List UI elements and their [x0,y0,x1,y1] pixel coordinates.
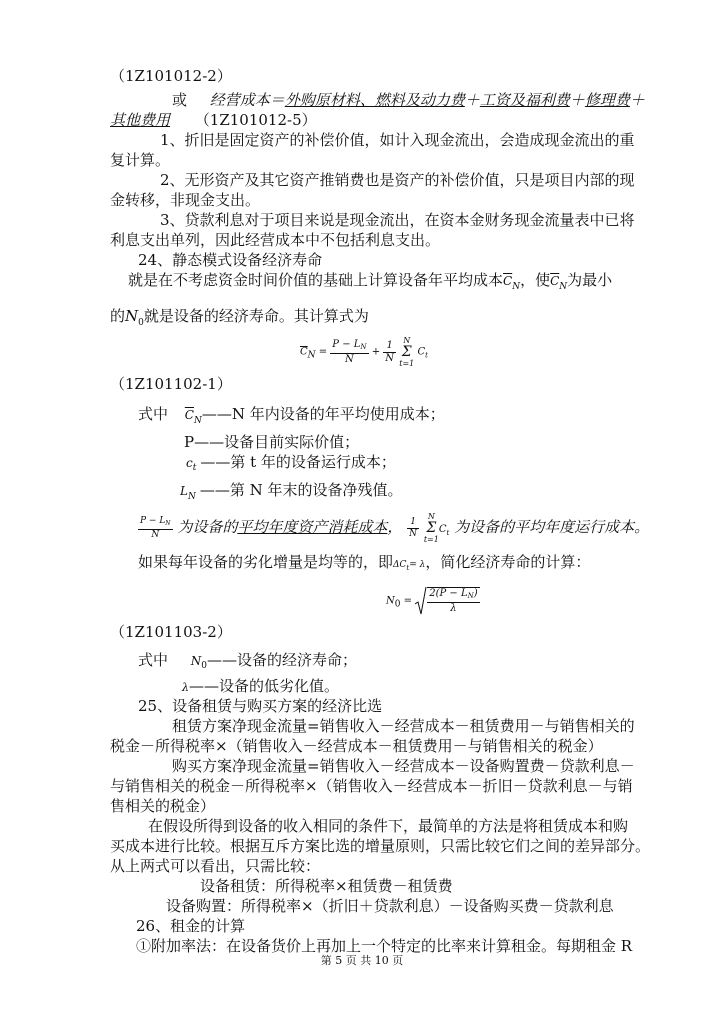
other-cost-term: 其他费用 [110,111,171,129]
formula-ref-3: （1Z101102-1） [110,375,232,393]
formula-ref-1: （1Z101012-2） [110,67,232,85]
comparison-para-cont-2: 从上两式可以看出，只需比较： [110,857,321,875]
rental-method: ①附加率法：在设备货价上再加上一个特定的比率来计算租金。每期租金 R [136,937,633,955]
simplified-life-formula: N0 = $\frac{2(P - L_N)}{\lambda}$ [386,588,478,614]
section-26-heading: 26、租金的计算 [136,917,246,935]
para-2: 2、无形资产及其它资产推销费也是资产的补偿价值，只是项目内部的现 [160,171,635,189]
purchase-compare: 设备购置：所得税率×（折旧＋贷款利息）－设备购买费－贷款利息 [166,897,614,915]
operating-cost-line-2 [110,110,317,130]
cost-components-line: $\frac{P - L_N}{N}$ 为设备的平均年度资产消耗成本， $\frac{1}{N}$ N Σ t=1 $C_t$ 为设备的平均年度运行成本。 [140,512,650,544]
lease-compare: 设备租赁：所得税率×租赁费－租赁费 [200,877,453,895]
page-footer: 第 5 页 共 10 页 [320,954,404,967]
repair-term: 修理费 [584,91,630,109]
lease-cashflow-cont: 税金－所得税率×（销售收入－经营成本－租赁费用－与销售相关的税金） [110,737,603,755]
where-line-ct: $c_t$ ——第 t 年的设备运行成本； [186,453,396,473]
operating-cost-label: 经营成本＝ [209,91,285,109]
where-line-LN: $L_N$ ——第 N 年末的设备净残值。 [180,481,403,502]
where-line-P: P——设备目前实际价值； [184,433,360,451]
economic-life-definition: 就是在不考虑资金时间价值的基础上计算设备年平均成本$\overline{C}_N$，使$\overline{C}_N$为最小 [128,271,613,292]
economic-life-definition-cont: 的$N_0$就是设备的经济寿命。其计算式为 [110,307,369,328]
section-24-heading: 24、静态模式设备经济寿命 [138,251,323,269]
where-line-N0: 式中 $N_0——$设备的经济寿命； [138,651,358,671]
raw-material-term: 外购原材料、燃料及动力费 [284,91,465,109]
para-2-cont: 金转移，非现金支出。 [110,191,261,209]
where-line-1: 式中 $\overline{C}_N——N$ 年内设备的年平均使用成本； [138,405,445,426]
section-25-heading: 25、设备租赁与购买方案的经济比选 [138,697,383,715]
lease-cashflow: 租赁方案净现金流量=销售收入－经营成本－租赁费用－与销售相关的 [172,717,635,735]
where-line-lambda: λ——设备的低劣化值。 [182,677,339,695]
para-1: 1、折旧是固定资产的补偿价值，如计入现金流出，会造成现金流出的重 [160,131,635,149]
avg-asset-consumption-term: 平均年度资产消耗成本 [237,518,388,536]
comparison-para: 在假设所得到设备的收入相同的条件下，最简单的方法是将租赁成本和购 [148,817,629,835]
degradation-line: 如果每年设备的劣化增量是均等的，即$\Delta C_t= \lambda$，简化经济寿命的计算： [138,553,591,572]
wage-term: 工资及福利费 [479,91,570,109]
formula-ref-4: （1Z101103-2） [110,623,232,641]
avg-cost-formula: $\overline{C}N$ = $\frac{P - L_N}{N}$ + $\frac{1}{N}$ N Σ t=1 $C_t$ [300,336,428,368]
para-1-cont: 复计算。 [110,151,171,169]
or-label: 或 [172,91,188,109]
sqrt-icon [415,586,427,616]
para-3-cont: 利息支出单列，因此经营成本中不包括利息支出。 [110,231,441,249]
purchase-cashflow: 购买方案净现金流量=销售收入－经营成本－设备购置费－贷款利息－ [172,757,635,775]
purchase-cashflow-cont-2: 售相关的税金） [110,797,216,815]
para-3: 3、贷款利息对于项目来说是现金流出，在资本金财务现金流量表中已将 [160,211,635,229]
comparison-para-cont: 买成本进行比较。根据互斥方案比选的增量原则，只需比较它们之间的差异部分。 [110,837,651,855]
purchase-cashflow-cont: 与销售相关的税金－所得税率×（销售收入－经营成本－折旧－贷款利息－与销 [110,777,633,795]
formula-ref-2: （1Z101012-5） [194,111,317,129]
operating-cost-line: 或 经营成本＝外购原材料、燃料及动力费＋工资及福利费＋修理费＋ [172,91,645,109]
